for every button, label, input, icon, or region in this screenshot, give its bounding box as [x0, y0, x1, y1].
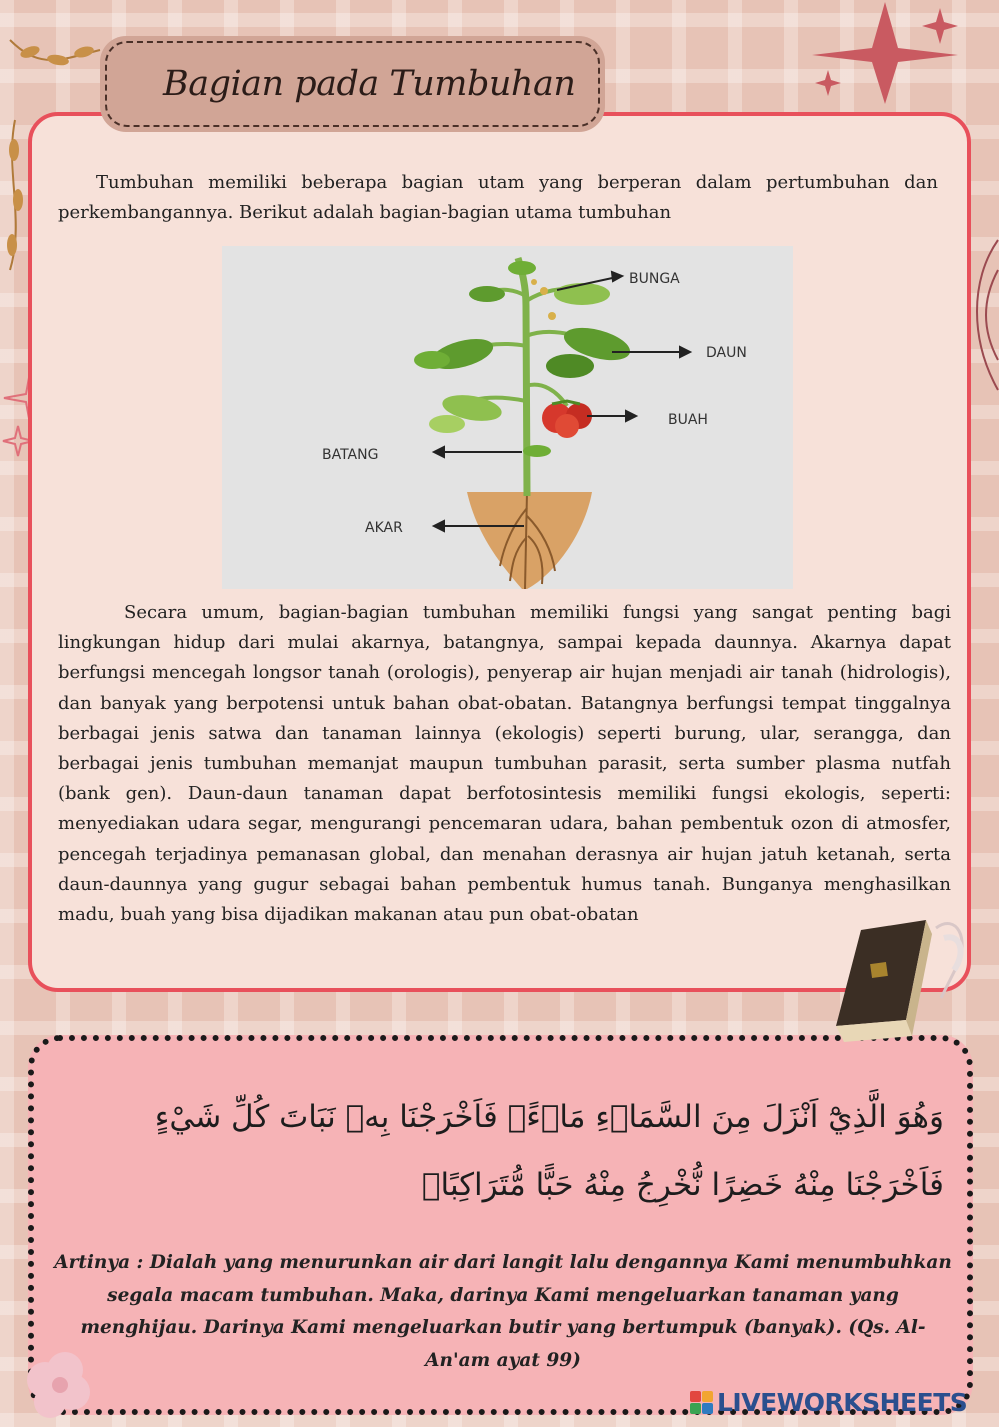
diagram-label-buah: BUAH	[668, 412, 708, 428]
flower-decoration	[10, 1340, 110, 1420]
diagram-label-daun: DAUN	[706, 345, 747, 361]
body-paragraph: Secara umum, bagian-bagian tumbuhan memiliki fungsi yang sangat penting bagi lingkungan hidup dari mulai akarnya, batangnya, sampai kepada daunnya. Akarnya dapat berfungsi mencegah longsor tanah (orologis), penyerap air hujan menjadi air tanah (hidrologis), dan banyak yang berpotensi untuk bahan obat-obatan. Batangnya berfungsi tempat tinggalnya berbagai jenis satwa dan tanaman lainnya (ekologis) seperti burung, ular, serangga, dan berbagai jenis tumbuhan memanjat maupun tumbuhan parasit, serta sumber plasma nutfah (bank gen). Daun-daun tanaman dapat berfotosintesis memiliki fungsi ekologis, seperti: menyediakan udara segar, mengurangi pencemaran udara, bahan pembentuk ozon di atmosfer, pencegah terjadinya pemanasan global, dan menahan derasnya air hujan jatuh ketanah, serta daun-daunnya yang gugur sebagai bahan pembentuk humus tanah. Bunganya menghasilkan madu, buah yang bisa dijadikan makanan atau pun obat-obatan	[58, 602, 951, 926]
quran-verse-card	[28, 1035, 973, 1415]
title-banner-inner	[105, 41, 600, 127]
content-card	[28, 112, 971, 992]
intro-paragraph: Tumbuhan memiliki beberapa bagian utam yang berperan dalam pertumbuhan dan perkembangannya. Berikut adalah bagian-bagian utama tumbuhan	[58, 172, 938, 224]
watermark-text: LIVEWORKSHEETS	[717, 1387, 968, 1417]
book-icon	[826, 908, 976, 1048]
title-banner	[100, 36, 605, 132]
flowers	[531, 279, 556, 320]
diagram-label-akar: AKAR	[365, 520, 403, 536]
diagram-label-bunga: BUNGA	[629, 271, 680, 287]
fruits	[542, 401, 592, 438]
liveworksheets-watermark	[690, 1387, 967, 1417]
page-title: Bagian pada Tumbuhan	[163, 64, 576, 104]
plant-diagram	[222, 246, 793, 589]
quran-translation: Artinya : Dialah yang menurunkan air dari langit lalu dengannya Kami menumbuhkan segala macam tumbuhan. Maka, darinya Kami mengeluarkan tanaman yang menghijau. Darinya Kami mengeluarkan butir yang bertumpuk (banyak). (Qs. Al- An'am ayat 99)	[54, 1252, 952, 1371]
liveworksheets-logo-icon	[690, 1391, 713, 1414]
sparkle-decoration-top-right	[790, 0, 980, 110]
soil-shape	[467, 492, 592, 589]
diagram-label-batang: BATANG	[322, 447, 379, 463]
quran-arabic-text: وَهُوَ الَّذِيْٓ اَنْزَلَ مِنَ السَّمَاۤءِ مَاۤءًۚ فَاَخْرَجْنَا بِهٖ نَبَاتَ كُلِّ شَيْءٍ فَاَخْرَجْنَا مِنْهُ خَضِرًا نُّخْرِجُ مِنْهُ حَبًّا مُّتَرَاكِبًاۚ	[154, 1099, 944, 1203]
